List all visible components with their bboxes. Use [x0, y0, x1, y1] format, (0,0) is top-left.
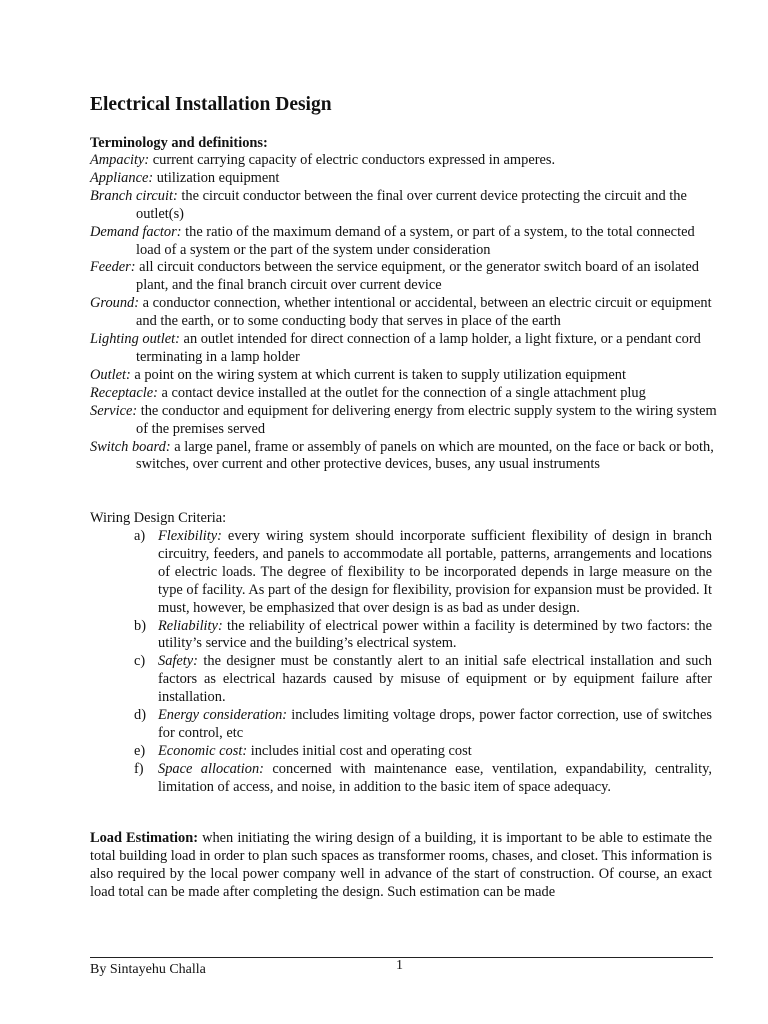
- list-marker: b): [134, 617, 146, 634]
- definition-text: a point on the wiring system at which current is taken to supply utilization equipment: [130, 366, 626, 383]
- definitions-list: [90, 152, 720, 474]
- definition-text: a contact device installed at the outlet for the connection of a single attachment plug: [157, 384, 646, 401]
- definition-term: Demand factor:: [90, 223, 182, 240]
- criteria-item: [134, 707, 712, 743]
- criteria-list: [134, 528, 712, 797]
- criteria-term: Safety:: [158, 653, 198, 670]
- definition-text: utilization equipment: [153, 169, 280, 186]
- definition-item: [90, 385, 720, 403]
- load-estimation-paragraph: [90, 830, 712, 902]
- criteria-text: concerned with maintenance ease, ventilation, expandability, centrality, limitation of access, and noise, in addition to the basic item of space adequacy.: [158, 760, 712, 795]
- list-marker: e): [134, 742, 146, 759]
- definition-term: Receptacle:: [90, 384, 158, 401]
- definition-text: the conductor and equipment for delivering energy from electric supply system to the wiring system of the premises served: [136, 402, 717, 437]
- definition-term: Lighting outlet:: [90, 331, 180, 348]
- criteria-item: [134, 618, 712, 654]
- definition-item: [90, 170, 720, 188]
- definition-text: a conductor connection, whether intentional or accidental, between an electric circuit or equipment and the earth, or to some conducting body that serves in place of the earth: [136, 295, 712, 330]
- definition-text: an outlet intended for direct connection of a lamp holder, a light fixture, or a pendant cord terminating in a lamp holder: [136, 331, 701, 365]
- load-estimation-text: when initiating the wiring design of a building, it is important to be able to estimate the total building load in order to plan such spaces as transformer rooms, chases, and closet. This information is also required by the local power company well in advance of the start of construction. Of course, an exact load total can be made after completing the design. Such estimation can be made: [90, 830, 712, 900]
- definition-item: [90, 403, 720, 439]
- footer-author: By Sintayehu Challa: [90, 962, 206, 977]
- criteria-item: [134, 743, 712, 761]
- list-marker: c): [134, 653, 146, 670]
- definition-item: [90, 439, 720, 475]
- definition-text: all circuit conductors between the service equipment, or the generator switch board of an isolated plant, and the final branch circuit over current device: [135, 259, 699, 294]
- terminology-heading: Terminology and definitions:: [90, 135, 268, 151]
- definition-text: a large panel, frame or assembly of panels on which are mounted, on the face or back or both, switches, over current and other protective devices, buses, any usual instruments: [136, 438, 714, 473]
- criteria-text: the reliability of electrical power within a facility is determined by two factors: the utility’s service and the building’s electrical system.: [158, 617, 712, 652]
- definition-item: [90, 152, 720, 170]
- definition-term: Ground:: [90, 295, 140, 312]
- page-number: 1: [396, 958, 403, 973]
- definition-item: [90, 259, 720, 295]
- criteria-text: includes limiting voltage drops, power factor correction, use of switches for control, etc: [158, 707, 712, 741]
- definition-item: [90, 224, 720, 260]
- criteria-item: [134, 528, 712, 618]
- criteria-term: Reliability:: [158, 617, 223, 634]
- definition-item: [90, 295, 720, 331]
- criteria-item: [134, 761, 712, 797]
- criteria-term: Economic cost:: [158, 742, 248, 759]
- criteria-heading: Wiring Design Criteria:: [90, 510, 227, 526]
- definition-term: Branch circuit:: [90, 187, 178, 204]
- definition-term: Service:: [90, 402, 138, 419]
- definition-term: Switch board:: [90, 438, 171, 455]
- document-title: Electrical Installation Design: [90, 94, 332, 115]
- definition-text: current carrying capacity of electric conductors expressed in amperes.: [149, 152, 556, 168]
- criteria-term: Space allocation:: [158, 760, 264, 777]
- definition-text: the ratio of the maximum demand of a system, or part of a system, to the total connected load of a system or the part of the system under consideration: [136, 223, 695, 258]
- definition-term: Outlet:: [90, 366, 131, 383]
- definition-term: Feeder:: [90, 259, 136, 276]
- criteria-text: every wiring system should incorporate sufficient flexibility of design in branch circuitry, feeders, and panels to accommodate all portable, patterns, arrangements and locations of electric loads. The degree of flexibility to be incorporated depends in large measure on the type of facility. As part of the design for flexibility, provision for expansion must be provided. It must, however, be emphasized that over design is as bad as under design.: [158, 528, 712, 616]
- list-marker: d): [134, 707, 146, 724]
- load-estimation-label: Load Estimation:: [90, 830, 199, 846]
- criteria-text: the designer must be constantly alert to an initial safe electrical installation and such factors as electrical hazards caused by misuse of equipment or by equipment failure after installation.: [158, 653, 712, 706]
- definition-item: [90, 188, 720, 224]
- criteria-text: includes initial cost and operating cost: [247, 742, 472, 759]
- definition-item: [90, 367, 720, 385]
- definition-term: Appliance:: [90, 169, 154, 186]
- list-marker: f): [134, 760, 144, 777]
- definition-text: the circuit conductor between the final over current device protecting the circuit and the outlet(s): [136, 187, 687, 222]
- list-marker: a): [134, 528, 146, 544]
- criteria-item: [134, 653, 712, 707]
- criteria-term: Energy consideration:: [158, 707, 288, 724]
- definition-term: Ampacity:: [90, 152, 150, 168]
- criteria-term: Flexibility:: [158, 528, 222, 544]
- definition-item: [90, 331, 720, 367]
